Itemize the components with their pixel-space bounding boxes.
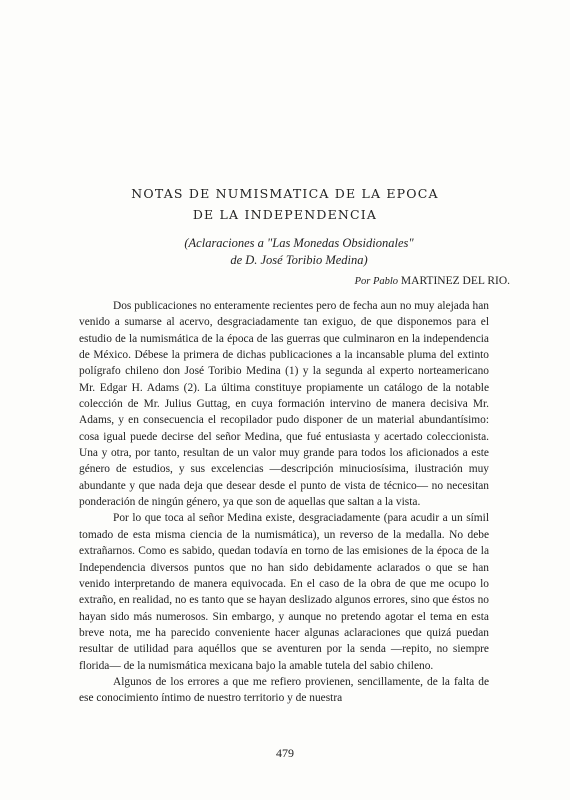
article-body <box>79 298 489 707</box>
page-number: 479 <box>276 746 294 760</box>
paragraph-1: Dos publicaciones no enteramente recientes pero de fecha aun no muy alejada han venido a sumarse al acervo, desgraciadamente tan exiguo, de que disponemos para el estudio de la numismática de la época de las guerras que culminaron en la independencia de México. Débese la primera de dichas publicaciones a la incansable pluma del extinto polígrafo chileno don José Toribio Medina (1) y la segunda al experto norteamericano Mr. Edgar H. Adams (2). La última constituye propiamente un catálogo de la notable colección de Mr. Julius Guttag, en cuya formación intervino de manera decisiva Mr. Adams, y en consecuencia el recopilador pudo disponer de un material abundantísimo: cosa igual puede decirse del señor Medina, que fué entusiasta y acertado coleccionista. Una y otra, por tanto, resultan de un valor muy grande para todos los aficionados a este género de estudios, y sus excelencias —descripción minuciosísima, ilustración muy abundante y que nada deja que desear desde el punto de vista de técnico— no necesitan ponderación de ningún género, ya que son de aquellas que saltan a la vista. <box>79 300 489 509</box>
author-byline <box>355 275 510 287</box>
article-title-line-1: NOTAS DE NUMISMATICA DE LA EPOCA <box>131 186 439 201</box>
paragraph-3: Algunos de los errores a que me refiero provienen, sencillamente, de la falta de ese conocimiento íntimo de nuestro territorio y de nuestra <box>79 675 489 705</box>
article-subtitle-line-1: (Aclaraciones a "Las Monedas Obsidionales" <box>184 236 414 250</box>
author-prefix: Por Pablo <box>354 276 399 287</box>
article-title-line-2: DE LA INDEPENDENCIA <box>192 207 378 222</box>
paragraph-2: Por lo que toca al señor Medina existe, desgraciadamente (para acudir a un símil tomado de esta misma ciencia de la numismática), un reverso de la medalla. No debe extrañarnos. Como es sabido, quedan todavía en torno de las emisiones de la época de la Independencia diversos puntos que no han sido debidamente aclarados o que se han venido interpretando de manera equivocada. En el caso de la obra de que me ocupo lo extraño, en realidad, no es tanto que se hayan deslizado algunos errores, sino que éstos no hayan sido más numerosos. Sin embargo, y aunque no pretendo agotar el tema en esta breve nota, me ha parecido conveniente hacer algunas aclaraciones que quizá puedan resultar de utilidad para aquéllos que se aventuren por la senda —repito, no siempre florida— de la numismática mexicana bajo la amable tutela del sabio chileno. <box>79 512 489 672</box>
article-subtitle-line-2: de D. José Toribio Medina) <box>230 253 368 267</box>
author-name: MARTINEZ DEL RIO. <box>400 275 510 287</box>
